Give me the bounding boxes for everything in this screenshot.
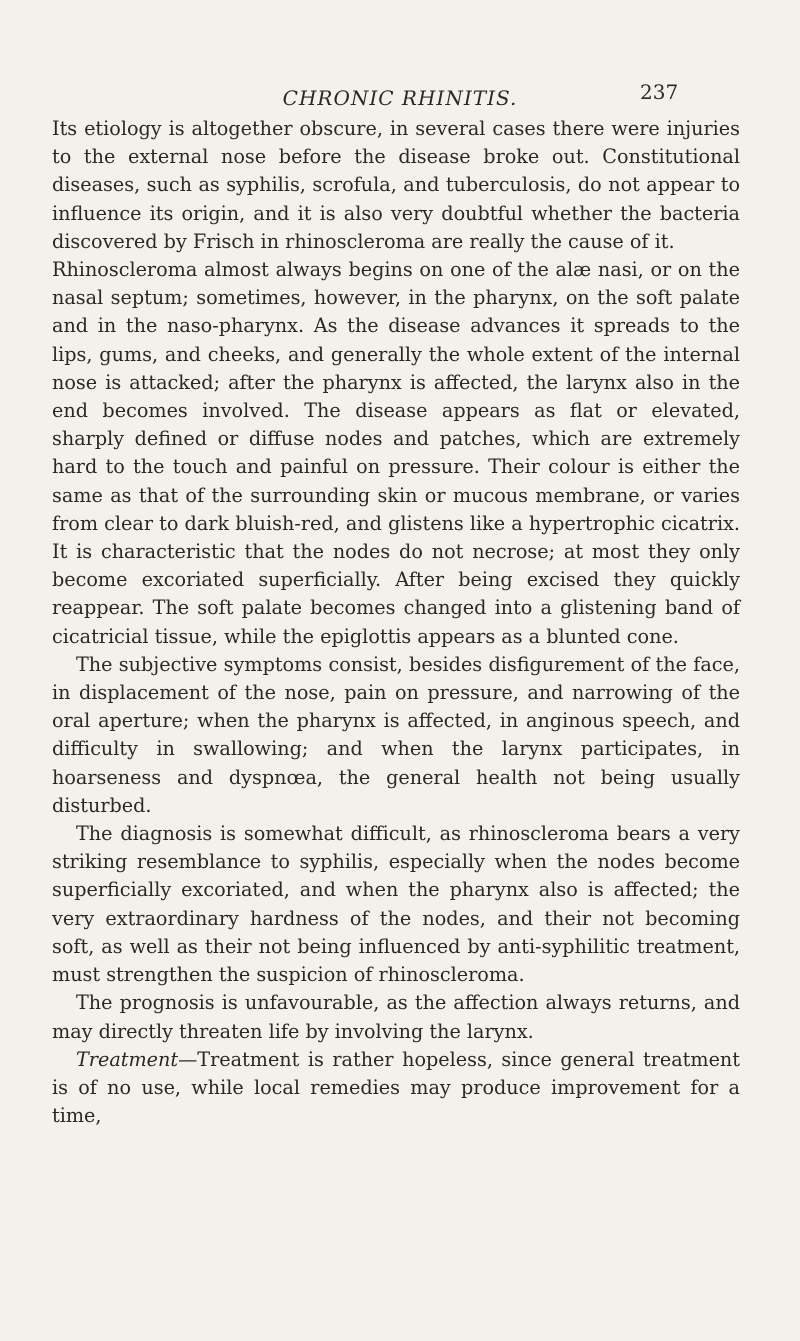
paragraph-treatment — [52, 1046, 740, 1131]
treatment-heading: Treatment — [76, 1047, 179, 1071]
paragraph-symptoms: The subjective symptoms consist, besides disfigurement of the face, in displacement of the nose, pain on pressure, and narrowing of the oral aperture; when the pharynx is affected, in anginous speech, and difficulty in swallowing; and when the larynx participates, in hoarseness and dyspnœa, the general health not being usually disturbed. — [52, 652, 740, 817]
treatment-text: —Treatment is rather hopeless, since general treatment is of no use, while local remedies may produce improvement for a time, — [52, 1047, 740, 1128]
paragraph-etiology: Its etiology is altogether obscure, in several cases there were injuries to the external nose before the disease broke out. Constitutional diseases, such as syphilis, scrofula, and tuberculosis, do not appear to influence its origin, and it is also very doubtful whether the bacteria discovered by Frisch in rhinoscleroma are really the cause of it. — [52, 117, 740, 253]
running-title: CHRONIC RHINITIS. — [282, 86, 518, 110]
paragraph-description: Rhinoscleroma almost always begins on one of the alæ nasi, or on the nasal septum; sometimes, however, in the pharynx, on the soft palate and in the naso-pharynx. As the disease advances it spreads to the lips, gums, and cheeks, and generally the whole extent of the internal nose is attacked; after the pharynx is affected, the larynx also in the end becomes involved. The disease appears as flat or elevated, sharply defined or diffuse nodes and patches, which are extremely hard to the touch and painful on pressure. Their colour is either the same as that of the surrounding skin or mucous membrane, or varies from clear to dark bluish-red, and glistens like a hypertrophic cicatrix. It is characteristic that the nodes do not necrose; at most they only become excoriated superficially. After being excised they quickly reappear. The soft palate becomes changed into a glistening band of cicatricial tissue, while the epiglottis appears as a blunted cone. — [52, 258, 740, 648]
paragraph-prognosis: The prognosis is unfavourable, as the affection always returns, and may directly threaten life by involving the larynx. — [52, 991, 740, 1043]
paragraph-diagnosis: The diagnosis is somewhat difficult, as rhinoscleroma bears a very striking resemblance to syphilis, especially when the nodes become superficially excoriated, and when the pharynx also is affected; the very extraordinary hardness of the nodes, and their not becoming soft, as well as their not being influenced by anti-syphilitic treatment, must strengthen the suspicion of rhinoscleroma. — [52, 822, 740, 987]
page-number: 237 — [640, 80, 679, 104]
body-text — [52, 115, 740, 1130]
